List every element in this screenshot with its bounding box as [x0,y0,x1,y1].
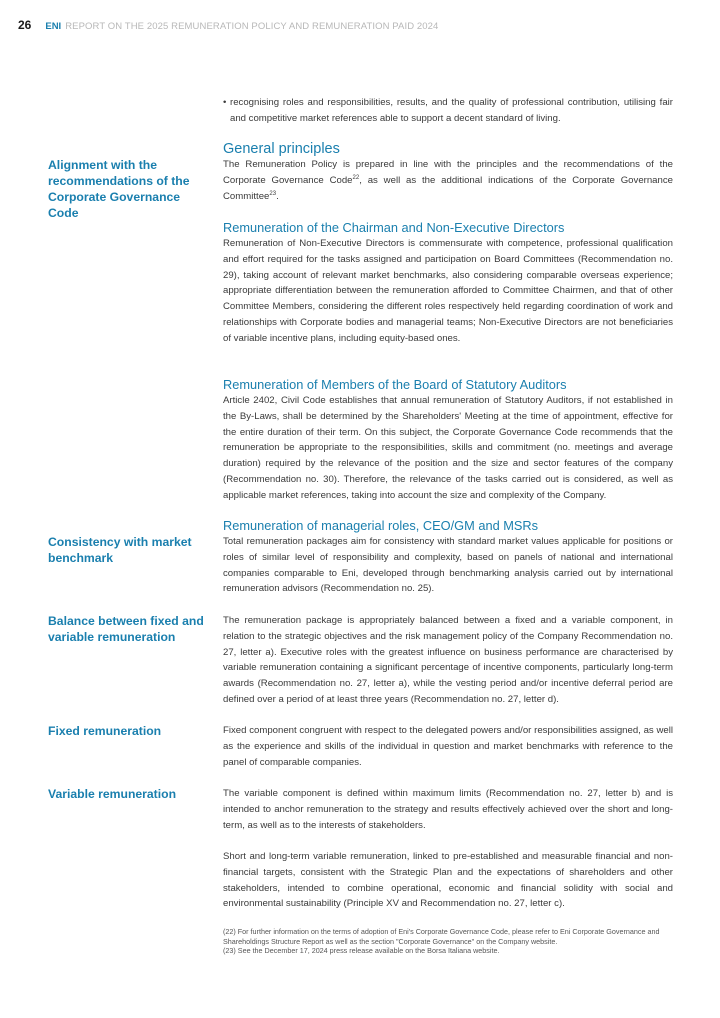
chairman-heading: Remuneration of the Chairman and Non-Executive Directors [223,220,565,235]
variable-text-2: Short and long-term variable remuneration, linked to pre-established and measurable financial and non-financial targets, consistent with the Strategic Plan and the expectations of shareholders and other stakeholders, intended to combine operational, economic and financial solidity with social and environmental sustainability (Principle XV and Recommendation no. 27, letter c). [223,851,673,910]
chairman-text: Remuneration of Non-Executive Directors is commensurate with competence, professional qualification and effort required for the tasks assigned and participation on Board Committees (Recommendation no. 29), taking account of relevant market benchmarks, also considering comparable overseas experience; appropriate differentiation between the remuneration afforded to Committee Chairmen, and that of other Committee Members, considering the different roles respectively held regarding coordination of work and relationships with Corporate bodies and managerial teams; Non-Executive Directors are not beneficiaries of variable incentive plans, including equity-based ones. [223,238,673,344]
side-label-fixed: Fixed remuneration [48,724,162,738]
footnotes [223,927,675,956]
side-label-balance: Balance between fixed and variable remuneration [48,614,204,644]
brand-name: ENI [45,21,62,32]
auditors-heading: Remuneration of Members of the Board of Statutory Auditors [223,377,567,392]
footnote-22: (22) For further information on the terms of adoption of Eni's Corporate Governance Code, please refer to Eni Corporate Governance and Shareholdings Structure Report as well as the section "Corporate Governance" on the Company website. [223,927,660,946]
general-principles-heading: General principles [223,141,340,157]
footnote-ref-22[interactable]: 22 [352,174,360,181]
footnote-ref-23[interactable]: 23 [269,190,277,197]
document-title: REPORT ON THE 2025 REMUNERATION POLICY AND REMUNERATION PAID 2024 [65,21,439,32]
managerial-text: Total remuneration packages aim for consistency with standard market values applicable for positions or roles of similar level of responsibility and complexity, based on panels of national and international companies comparable to Eni, developed through benchmarking analysis carried out by international remuneration advisors (Recommendation no. 25). [223,536,673,595]
intro-bullet [223,95,673,127]
variable-text-1: The variable component is defined within maximum limits (Recommendation no. 27, letter b) and is intended to anchor remuneration to the strategy and results effectively achieved over the short and long-term, as well as to the interests of stakeholders. [223,788,673,831]
page-number: 26 [18,18,32,32]
bullet-icon: • [223,97,227,108]
general-principles-text: The Remuneration Policy is prepared in line with the principles and the recommendations of the Corporate Governance Code$^{22}$, as well as the additional indications of the Corporate Governance Committee$^{23}$. [223,159,673,202]
auditors-text: Article 2402, Civil Code establishes that annual remuneration of Statutory Auditors, if not established in the By-Laws, shall be determined by the Shareholders' Meeting at the time of appointment, effective for the entire duration of their term. On this subject, the Corporate Governance Code recommends that the remuneration be appropriate to the responsibilities, skills and commitment (no. meetings and average duration) required by the relevance of the position and the size and sector features of the company (Recommendation no. 30). Therefore, the relevance of the tasks carried out is considered, as well as applicable market references, taking into account the size and complexity of the Company. [223,395,673,501]
managerial-heading: Remuneration of managerial roles, CEO/GM and MSRs [223,518,539,533]
fixed-text: Fixed component congruent with respect to the delegated powers and/or responsibilities assigned, as well as the experience and skills of the individual in question and market benchmarks with reference to the panel of comparable companies. [223,725,673,768]
page-header [18,18,438,34]
side-label-variable: Variable remuneration [48,787,177,801]
balance-text: The remuneration package is appropriately balanced between a fixed and a variable component, in relation to the strategic objectives and the risk management policy of the Company Recommendation no. 27, letter a). Executive roles with the greatest influence on business performance are characterised by variable remuneration containing a significant percentage of incentive components, particularly long-term awards (Recommendation no. 27, letter a), while the vesting period and/or incentive deferral period are defined over a period of at least three years (Recommendation no. 27, letter d). [223,615,673,705]
intro-bullet-text: recognising roles and responsibilities, results, and the quality of professional contribution, utilising fair and competitive market references able to support a decent standard of living. [230,97,673,124]
footnote-23: (23) See the December 17, 2024 press release available on the Borsa Italiana website. [223,946,500,956]
side-label-consistency: Consistency with market benchmark [48,535,192,565]
side-label-alignment: Alignment with the recommendations of the Corporate Governance Code [48,158,190,220]
